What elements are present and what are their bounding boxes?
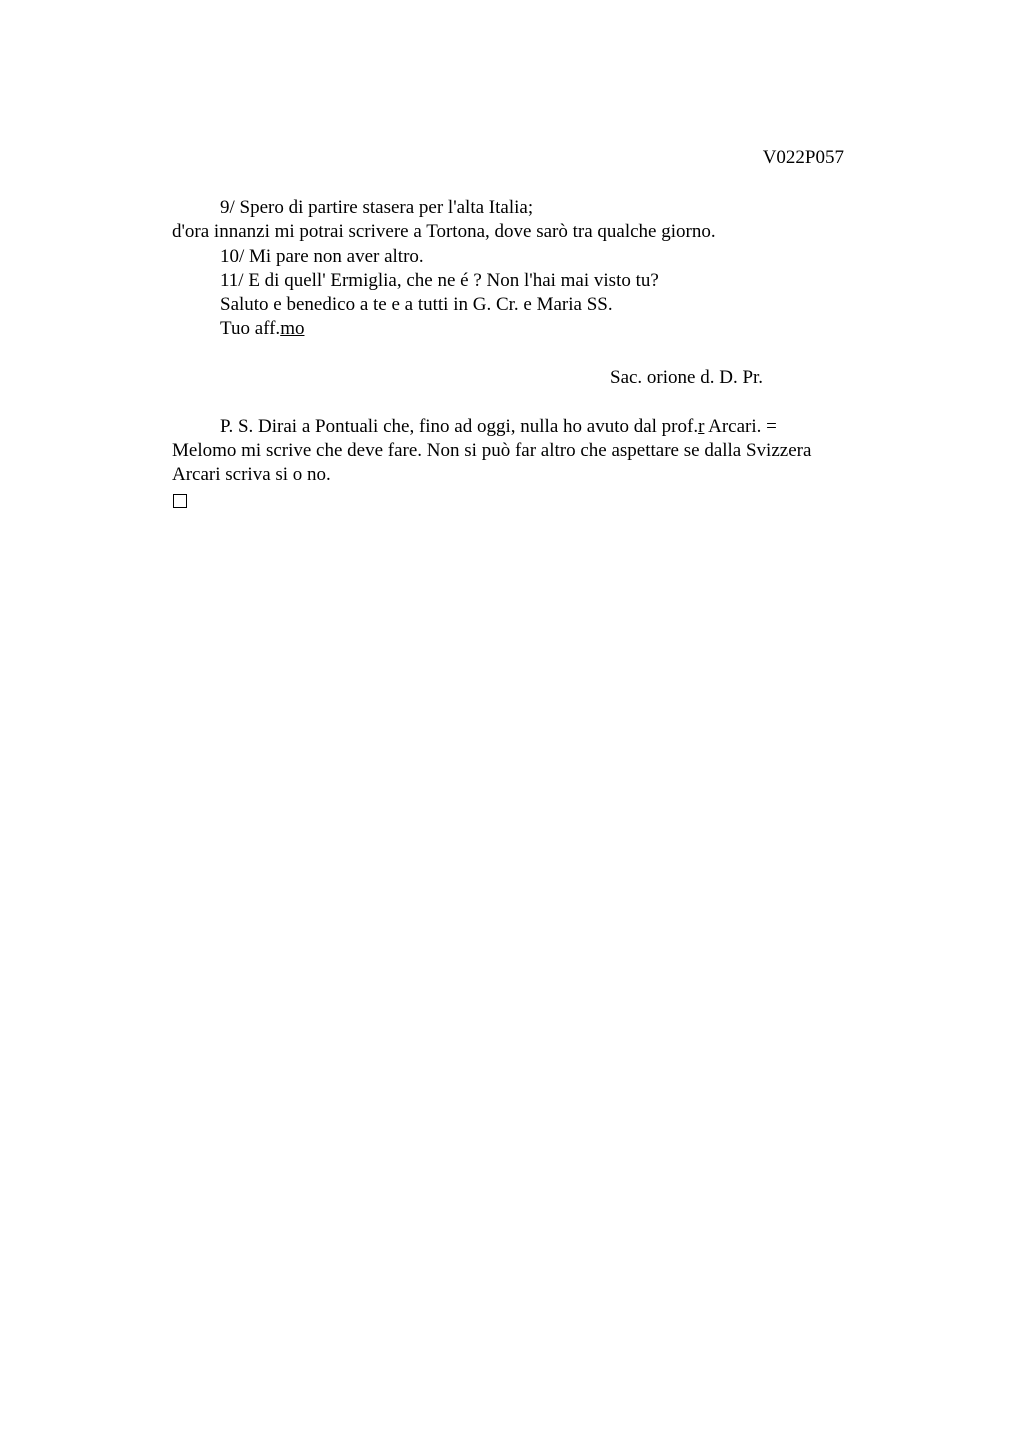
paragraph-9: 9/ Spero di partire stasera per l'alta Italia; [220, 197, 534, 218]
closing-line [172, 317, 882, 341]
signature: Sac. orione d. D. Pr. [610, 367, 764, 389]
square-icon [173, 494, 187, 508]
postscript-text-c: Arcari. = [704, 415, 777, 437]
closing-prefix: Tuo aff. [220, 318, 281, 340]
blank-line [172, 342, 882, 366]
postscript-line-1 [172, 415, 882, 439]
greeting-line: Saluto e benedico a te e a tutti in G. Cr. e Maria SS. [220, 294, 613, 316]
page-identifier: V022P057 [762, 147, 844, 168]
paragraph-11: 11/ E di quell' Ermiglia, che ne é ? Non l'hai mai visto tu? [220, 269, 659, 291]
paragraph-9-continuation: d'ora innanzi mi potrai scrivere a Tortona, dove sarò tra qualche giorno. [172, 221, 716, 243]
postscript-text-a: P. S. Dirai a Pontuali che, fino ad oggi, nulla ho avuto dal prof. [220, 415, 699, 437]
blank-line [172, 390, 882, 414]
postscript-abbrev-suffix: r [698, 415, 705, 437]
postscript-line-3: Arcari scriva si o no. [172, 464, 331, 486]
postscript-line-2: Melomo mi scrive che deve fare. Non si può far altro che aspettare se dalla Svizzera [172, 439, 812, 461]
paragraph-10: 10/ Mi pare non aver altro. [220, 245, 424, 267]
end-marker [172, 488, 882, 515]
letter-body [172, 196, 882, 515]
closing-suffix: mo [280, 318, 305, 340]
